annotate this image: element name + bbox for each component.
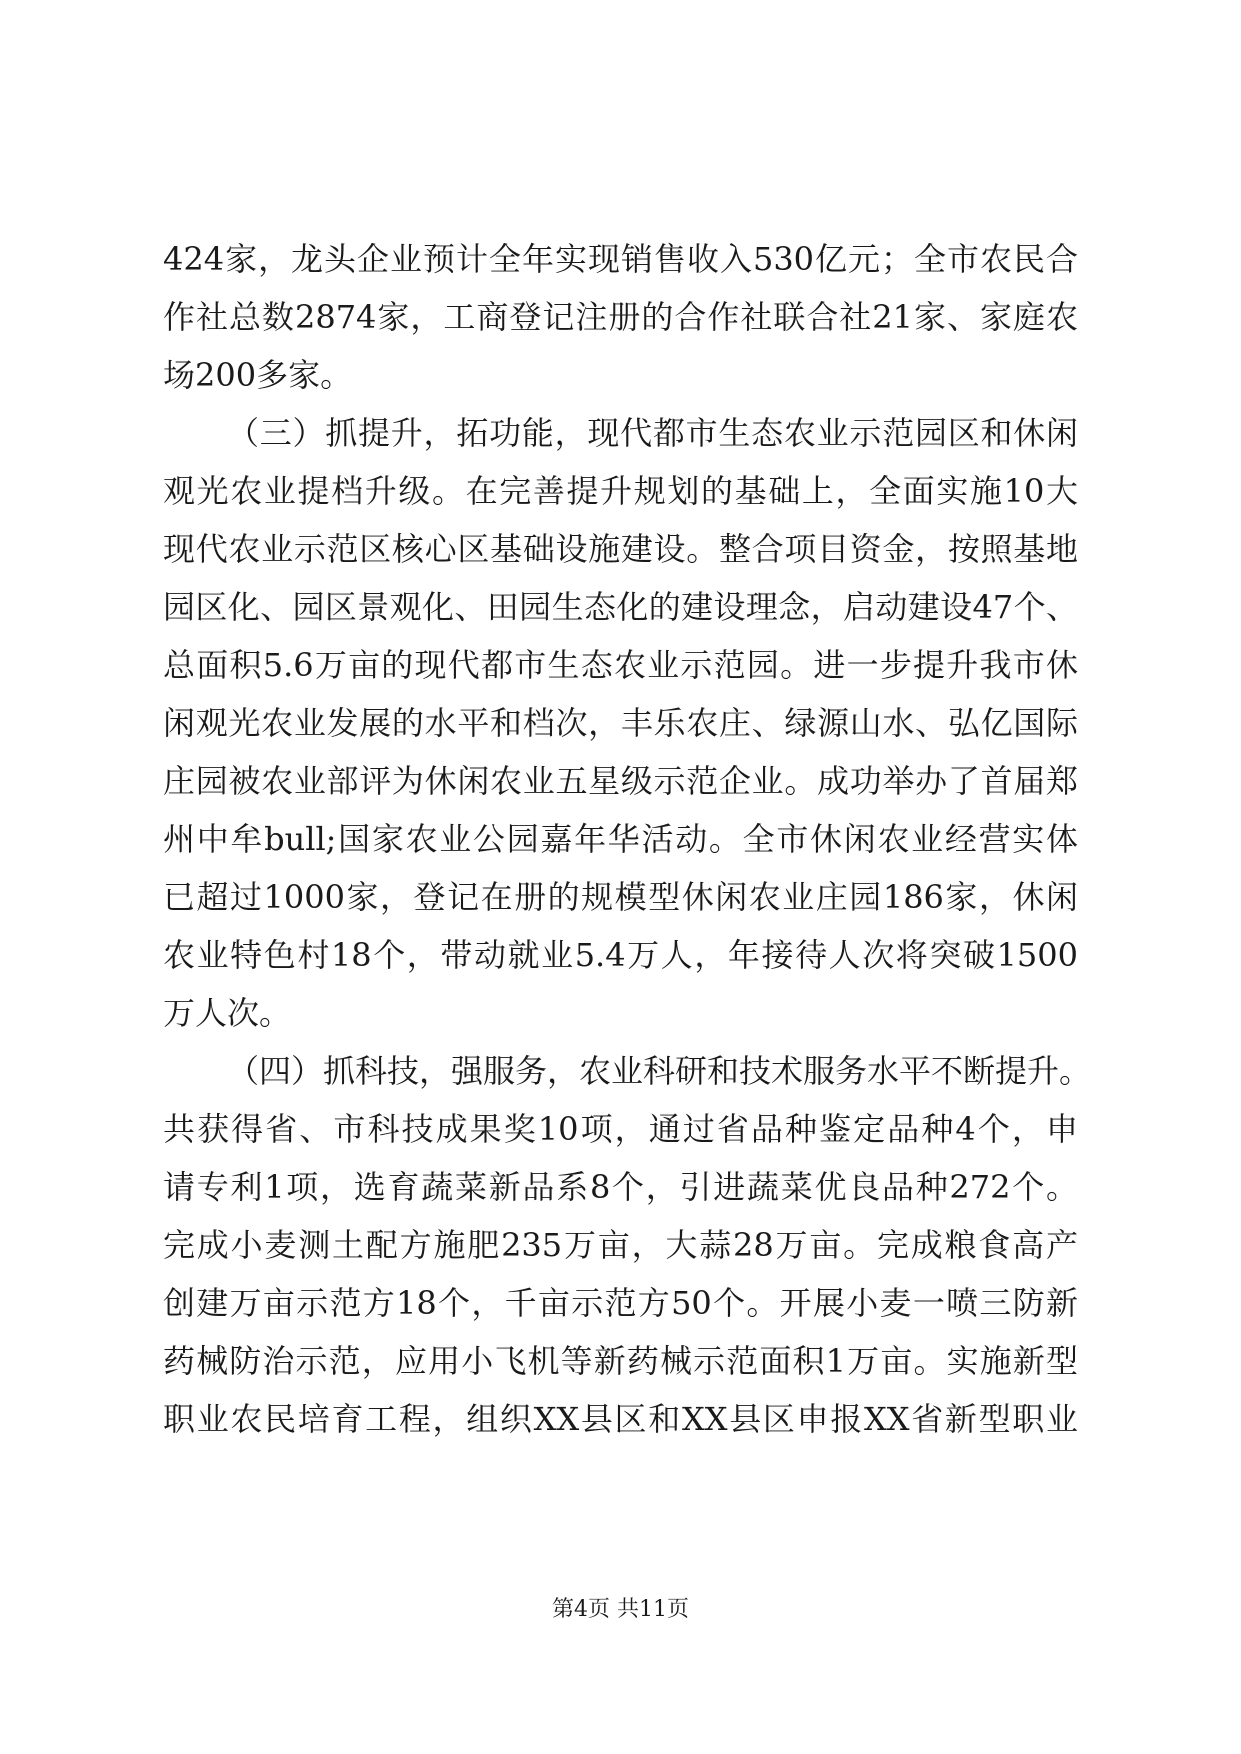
text-line: [163, 1158, 1078, 1216]
text-line: [163, 1100, 1078, 1158]
text-line: [163, 288, 1078, 346]
text-line-content: 农业特色村18个，带动就业5.4万人，年接待人次将突破1500: [163, 936, 1078, 974]
paragraph-start-line: [163, 1042, 1092, 1100]
text-line: [163, 1216, 1078, 1274]
text-line-content: 作社总数2874家，工商登记注册的合作社联合社21家、家庭农: [163, 298, 1078, 336]
paragraph-start-line: [163, 404, 1078, 462]
text-line-content: 424家，龙头企业预计全年实现销售收入530亿元；全市农民合: [163, 240, 1078, 278]
text-line: [163, 810, 1078, 868]
text-line-content: 万人次。: [163, 994, 292, 1032]
page-number-footer: 第4页 共11页: [552, 1597, 689, 1622]
text-line: [163, 1332, 1078, 1390]
text-line: [163, 1390, 1078, 1448]
text-line-content: 请专利1项，选育蔬菜新品系8个，引进蔬菜优良品种272个。: [163, 1168, 1078, 1206]
document-body: [163, 230, 1092, 1448]
text-line: [163, 578, 1078, 636]
text-line-content: 已超过1000家，登记在册的规模型休闲农业庄园186家，休闲: [163, 878, 1078, 916]
text-line: [163, 462, 1078, 520]
text-line-content: 州中牟bull;国家农业公园嘉年华活动。全市休闲农业经营实体: [163, 820, 1078, 858]
text-line: [163, 984, 1078, 1042]
text-line: [163, 520, 1078, 578]
text-line-content: 创建万亩示范方18个，千亩示范方50个。开展小麦一喷三防新: [163, 1284, 1078, 1322]
text-line-content: 共获得省、市科技成果奖10项，通过省品种鉴定品种4个，申: [163, 1110, 1078, 1148]
text-line: [163, 752, 1078, 810]
text-line: [163, 636, 1078, 694]
text-line: [163, 346, 1078, 404]
text-line-content: 园区化、园区景观化、田园生态化的建设理念，启动建设47个、: [163, 588, 1078, 626]
text-line-content: 庄园被农业部评为休闲农业五星级示范企业。成功举办了首届郑: [163, 762, 1078, 800]
text-line-content: 完成小麦测土配方施肥235万亩，大蒜28万亩。完成粮食高产: [163, 1226, 1078, 1264]
text-line: [163, 926, 1078, 984]
text-line: [163, 1274, 1078, 1332]
text-line-content: 闲观光农业发展的水平和档次，丰乐农庄、绿源山水、弘亿国际: [163, 704, 1078, 742]
text-line-content: 场200多家。: [163, 356, 353, 394]
text-line-content: 药械防治示范，应用小飞机等新药械示范面积1万亩。实施新型: [163, 1342, 1078, 1380]
text-line-content: 总面积5.6万亩的现代都市生态农业示范园。进一步提升我市休: [163, 646, 1078, 684]
text-line: [163, 694, 1078, 752]
text-line: [163, 868, 1078, 926]
text-line: [163, 230, 1078, 288]
text-line-content: （四）抓科技，强服务，农业科研和技术服务水平不断提升。: [227, 1052, 1092, 1090]
text-line-content: 职业农民培育工程，组织XX县区和XX县区申报XX省新型职业: [163, 1400, 1078, 1438]
text-line-content: 观光农业提档升级。在完善提升规划的基础上，全面实施10大: [163, 472, 1078, 510]
text-line-content: （三）抓提升，拓功能，现代都市生态农业示范园区和休闲: [227, 414, 1078, 452]
text-line-content: 现代农业示范区核心区基础设施建设。整合项目资金，按照基地: [163, 530, 1078, 568]
